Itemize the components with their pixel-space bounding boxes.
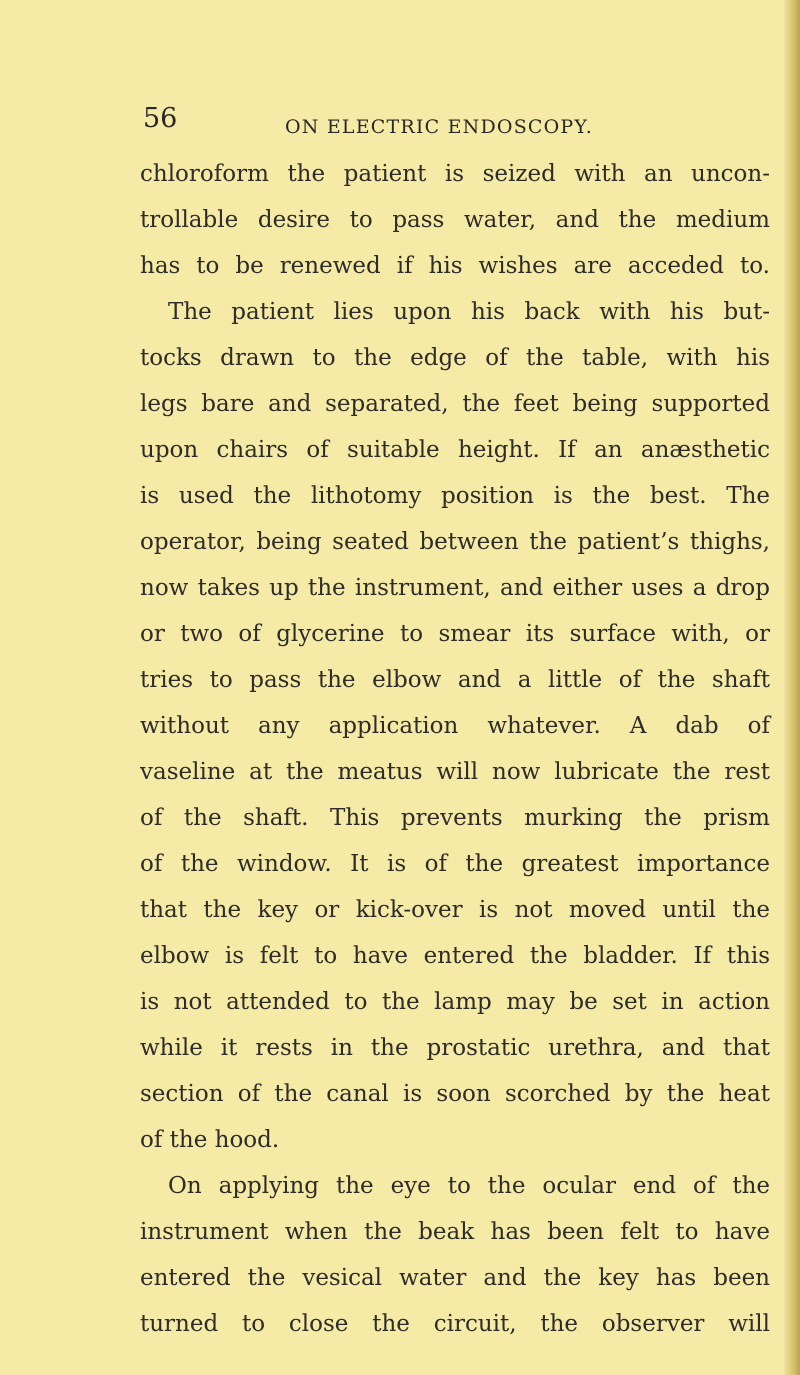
text-line: instrument when the beak has been felt to have bbox=[140, 1219, 770, 1245]
text-line: while it rests in the prostatic urethra, and that bbox=[140, 1035, 770, 1061]
text-line: or two of glycerine to smear its surface with, or bbox=[140, 621, 770, 647]
text-line: vaseline at the meatus will now lubricate the rest bbox=[140, 759, 770, 785]
running-title: ON ELECTRIC ENDOSCOPY. bbox=[285, 116, 593, 138]
text-line: upon chairs of suitable height. If an anæsthetic bbox=[140, 437, 770, 463]
text-line: now takes up the instrument, and either uses a drop bbox=[140, 575, 770, 601]
text-line: section of the canal is soon scorched by the heat bbox=[140, 1081, 770, 1107]
page-edge-shadow bbox=[784, 0, 800, 1375]
text-line: turned to close the circuit, the observer will bbox=[140, 1311, 770, 1337]
text-line: elbow is felt to have entered the bladder. If this bbox=[140, 943, 770, 969]
text-line: tocks drawn to the edge of the table, with his bbox=[140, 345, 770, 371]
text-line: is used the lithotomy position is the best. The bbox=[140, 483, 770, 509]
text-line: without any application whatever. A dab of bbox=[140, 713, 770, 739]
text-line: legs bare and separated, the feet being supported bbox=[140, 391, 770, 417]
text-line: tries to pass the elbow and a little of the shaft bbox=[140, 667, 770, 693]
text-line: operator, being seated between the patient’s thighs, bbox=[140, 529, 770, 555]
text-line: has to be renewed if his wishes are acceded to. bbox=[140, 253, 770, 279]
text-line: entered the vesical water and the key has been bbox=[140, 1265, 770, 1291]
text-line: of the shaft. This prevents murking the prism bbox=[140, 805, 770, 831]
text-line: trollable desire to pass water, and the medium bbox=[140, 207, 770, 233]
text-line: On applying the eye to the ocular end of the bbox=[168, 1173, 770, 1199]
text-line: that the key or kick-over is not moved until the bbox=[140, 897, 770, 923]
text-line: of the hood. bbox=[140, 1127, 280, 1153]
text-line: The patient lies upon his back with his but- bbox=[168, 299, 770, 325]
page-number: 56 bbox=[143, 103, 178, 134]
text-line: of the window. It is of the greatest importance bbox=[140, 851, 770, 877]
text-line: chloroform the patient is seized with an uncon- bbox=[140, 161, 770, 187]
text-line: is not attended to the lamp may be set in action bbox=[140, 989, 770, 1015]
